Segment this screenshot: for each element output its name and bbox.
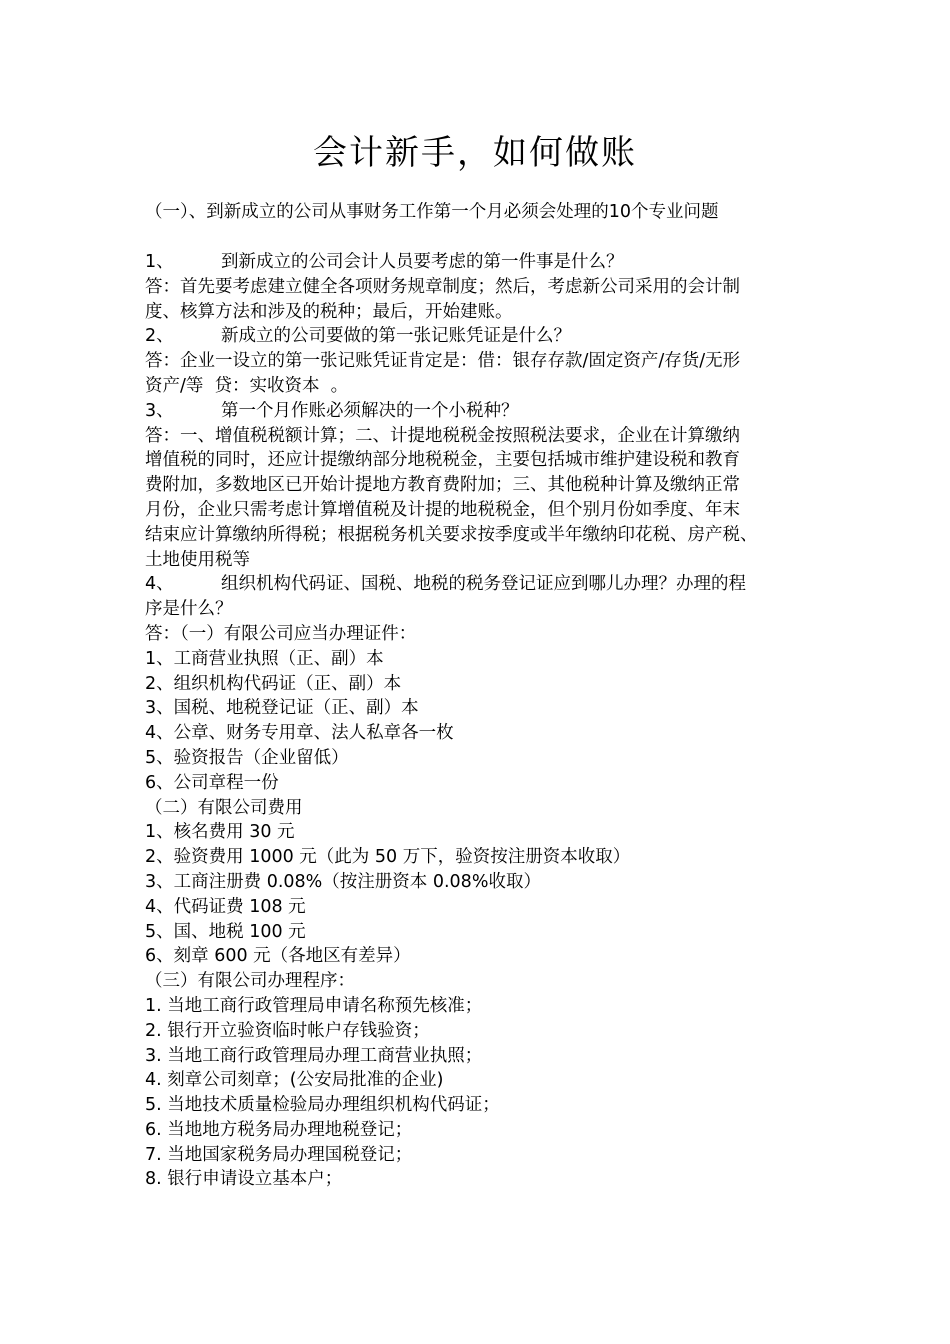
list-item: 2、组织机构代码证（正、副）本 <box>145 673 402 694</box>
answer-line: 月份，企业只需考虑计算增值税及计提的地税税金，但个别月份如季度、年末 <box>145 499 740 520</box>
question-text: 第一个月作账必须解决的一个小税种？ <box>221 400 519 421</box>
list-item: 4. 刻章公司刻章；(公安局批准的企业) <box>145 1070 444 1091</box>
answer-line: 增值税的同时，还应计提缴纳部分地税税金，主要包括城市维护建设税和教育 <box>145 450 740 471</box>
answer-line: 结束应计算缴纳所得税；根据税务机关要求按季度或半年缴纳印花税、房产税、 <box>145 524 758 545</box>
list-item: 3. 当地工商行政管理局办理工商营业执照； <box>145 1045 483 1066</box>
question-text: 新成立的公司要做的第一张记账凭证是什么？ <box>221 326 571 347</box>
question-2 <box>145 324 810 349</box>
list-item: 5、国、地税 100 元 <box>145 921 306 942</box>
list-item: 1、工商营业执照（正、副）本 <box>145 648 384 669</box>
list-item: 5. 当地技术质量检验局办理组织机构代码证； <box>145 1095 500 1116</box>
list-item: 8. 银行申请设立基本户； <box>145 1169 343 1190</box>
answer-line: 答：首先要考虑建立健全各项财务规章制度；然后，考虑新公司采用的会计制 <box>145 276 740 297</box>
list-item: 3、国税、地税登记证（正、副）本 <box>145 698 419 719</box>
list-item: 6. 当地地方税务局办理地税登记； <box>145 1119 413 1140</box>
list-item: 2. 银行开立验资临时帐户存钱验资； <box>145 1020 430 1041</box>
list-item: 1. 当地工商行政管理局申请名称预先核准； <box>145 995 483 1016</box>
procedure-heading: （三）有限公司办理程序： <box>145 971 355 992</box>
answer-line: 度、核算方法和涉及的税种；最后，开始建账。 <box>145 301 513 322</box>
list-item: 6、公司章程一份 <box>145 772 279 793</box>
list-item: 3、工商注册费 0.08%（按注册资本 0.08%收取） <box>145 871 541 892</box>
question-number: 2、 <box>145 326 174 347</box>
question-number: 1、 <box>145 252 174 272</box>
section-heading: （一）、到新成立的公司从事财务工作第一个月必须会处理的10个专业问题 <box>145 202 719 222</box>
answer-heading: 答：（一）有限公司应当办理证件： <box>145 623 417 644</box>
answer-line: 答：一、增值税税额计算；二、计提地税税金按照税法要求，企业在计算缴纳 <box>145 425 740 446</box>
list-item: 1、核名费用 30 元 <box>145 822 295 843</box>
answer-line: 资产/等 贷：实收资本 。 <box>145 375 349 396</box>
list-item: 7. 当地国家税务局办理国税登记； <box>145 1144 413 1165</box>
list-item: 4、公章、财务专用章、法人私章各一枚 <box>145 723 454 744</box>
document-body <box>145 250 810 1192</box>
question-4 <box>145 572 810 597</box>
question-number: 3、 <box>145 400 174 421</box>
list-item: 6、刻章 600 元（各地区有差异） <box>145 946 411 967</box>
question-continuation: 序是什么？ <box>145 599 233 620</box>
question-text: 组织机构代码证、国税、地税的税务登记证应到哪儿办理？办理的程 <box>221 574 746 595</box>
question-text: 到新成立的公司会计人员要考虑的第一件事是什么？ <box>221 252 624 272</box>
answer-line: 费附加，多数地区已开始计提地方教育费附加；三、其他税种计算及缴纳正常 <box>145 475 740 496</box>
list-item: 5、验资报告（企业留低） <box>145 747 349 768</box>
fees-heading: （二）有限公司费用 <box>145 797 303 818</box>
question-3 <box>145 399 810 424</box>
question-number: 4、 <box>145 574 174 595</box>
question-1 <box>145 250 810 275</box>
answer-line: 土地使用税等 <box>145 549 250 570</box>
list-item: 4、代码证费 108 元 <box>145 896 306 917</box>
answer-line: 答：企业一设立的第一张记账凭证肯定是：借：银存存款/固定资产/存货/无形 <box>145 351 741 372</box>
list-item: 2、验资费用 1000 元（此为 50 万下，验资按注册资本收取） <box>145 847 631 868</box>
page-title: 会计新手，如何做账 <box>313 133 637 173</box>
